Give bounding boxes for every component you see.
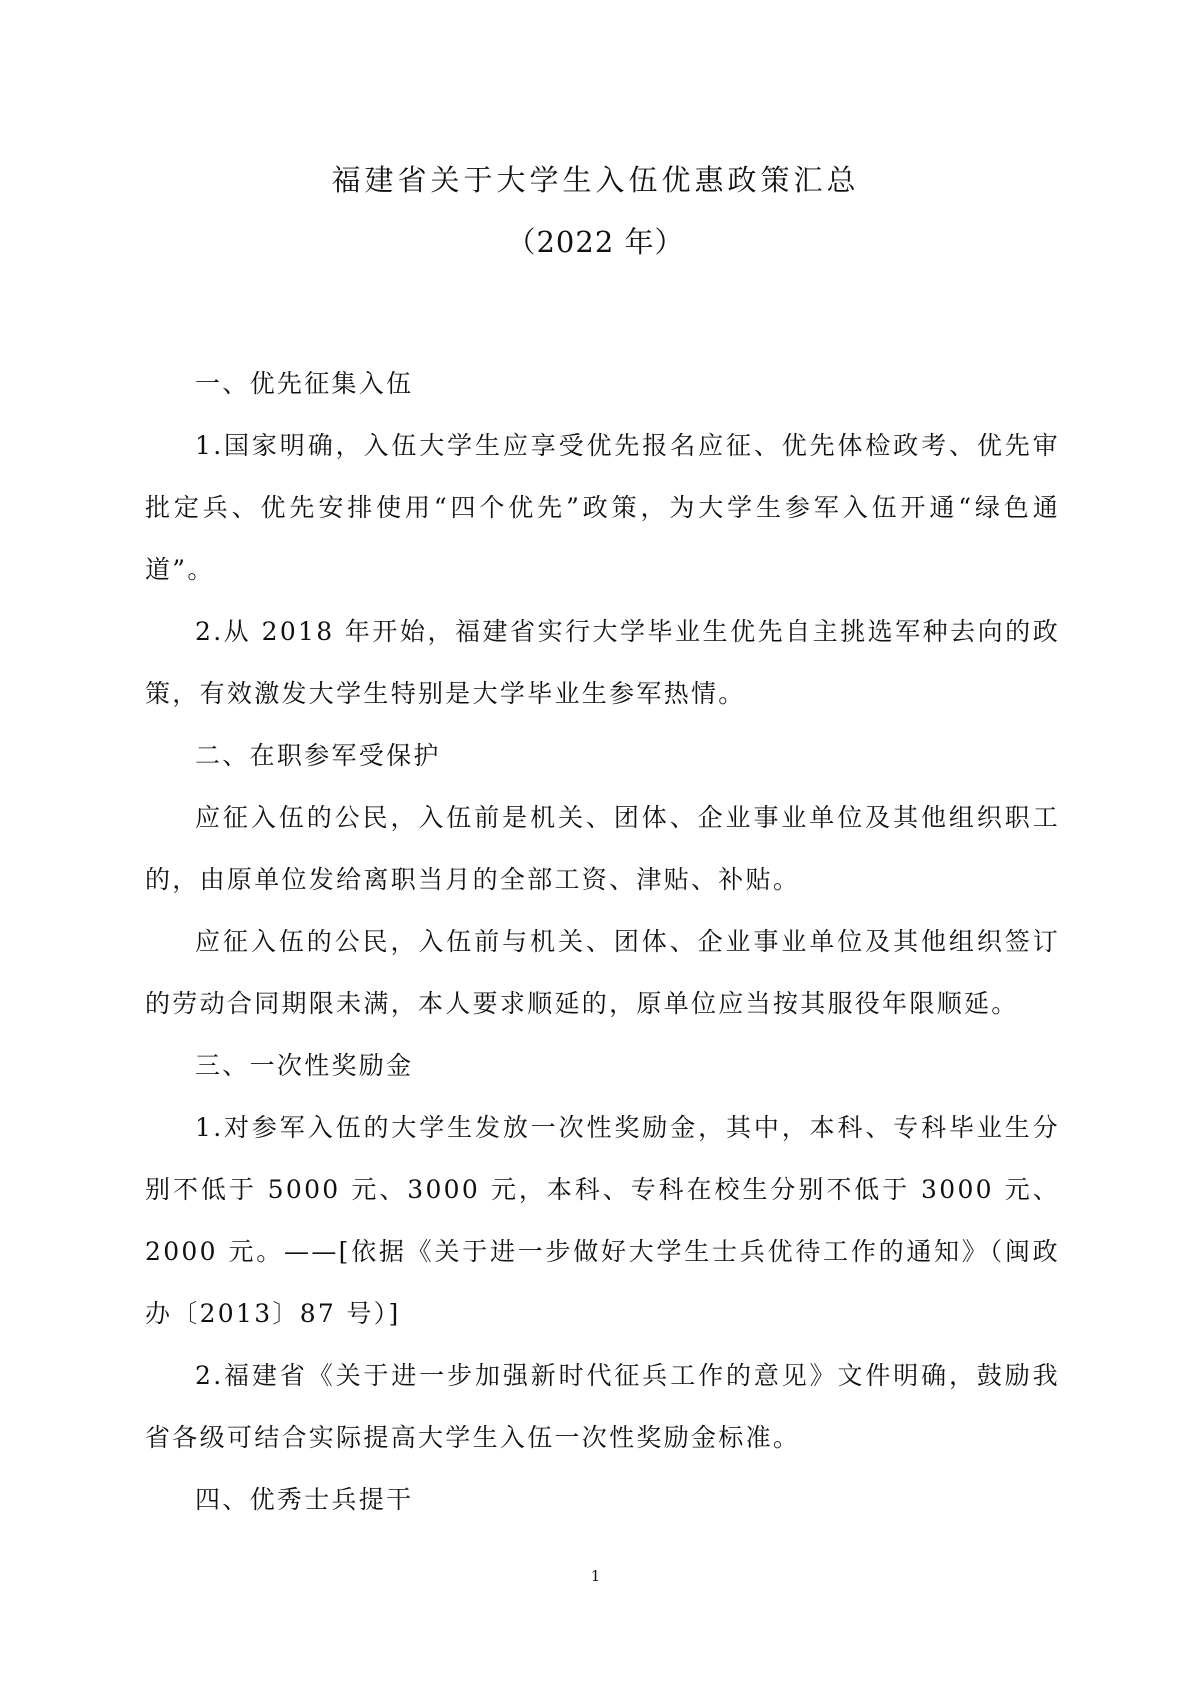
section-heading-4: 四、优秀士兵提干 — [195, 1485, 414, 1514]
document-body — [145, 353, 1060, 1531]
document-subtitle: （2022 年） — [506, 225, 685, 259]
document-title: 福建省关于大学生入伍优惠政策汇总 — [331, 163, 860, 197]
page-number: 1 — [590, 1567, 601, 1585]
section-heading-2: 二、在职参军受保护 — [195, 741, 441, 770]
section-heading-1: 一、优先征集入伍 — [195, 369, 414, 398]
section-heading-3: 三、一次性奖励金 — [195, 1051, 414, 1080]
paragraph: 应征入伍的公民，入伍前与机关、团体、企业事业单位及其他组织签订的劳动合同期限未满，本人要求顺延的，原单位应当按其服役年限顺延。 — [145, 927, 1060, 1018]
paragraph: 2.从 2018 年开始，福建省实行大学毕业生优先自主挑选军种去向的政策，有效激发大学生特别是大学毕业生参军热情。 — [145, 617, 1060, 708]
paragraph: 1.对参军入伍的大学生发放一次性奖励金，其中，本科、专科毕业生分别不低于 5000 元、3000 元，本科、专科在校生分别不低于 3000 元、2000 元。——[依据《关于进一步做好大学生士兵优待工作的通知》（闽政办〔2013〕87 号）] — [145, 1113, 1060, 1328]
paragraph: 应征入伍的公民，入伍前是机关、团体、企业事业单位及其他组织职工的，由原单位发给离职当月的全部工资、津贴、补贴。 — [145, 803, 1060, 894]
paragraph: 2.福建省《关于进一步加强新时代征兵工作的意见》文件明确，鼓励我省各级可结合实际提高大学生入伍一次性奖励金标准。 — [145, 1361, 1060, 1452]
paragraph: 1.国家明确，入伍大学生应享受优先报名应征、优先体检政考、优先审批定兵、优先安排使用“四个优先”政策，为大学生参军入伍开通“绿色通道”。 — [145, 431, 1060, 584]
